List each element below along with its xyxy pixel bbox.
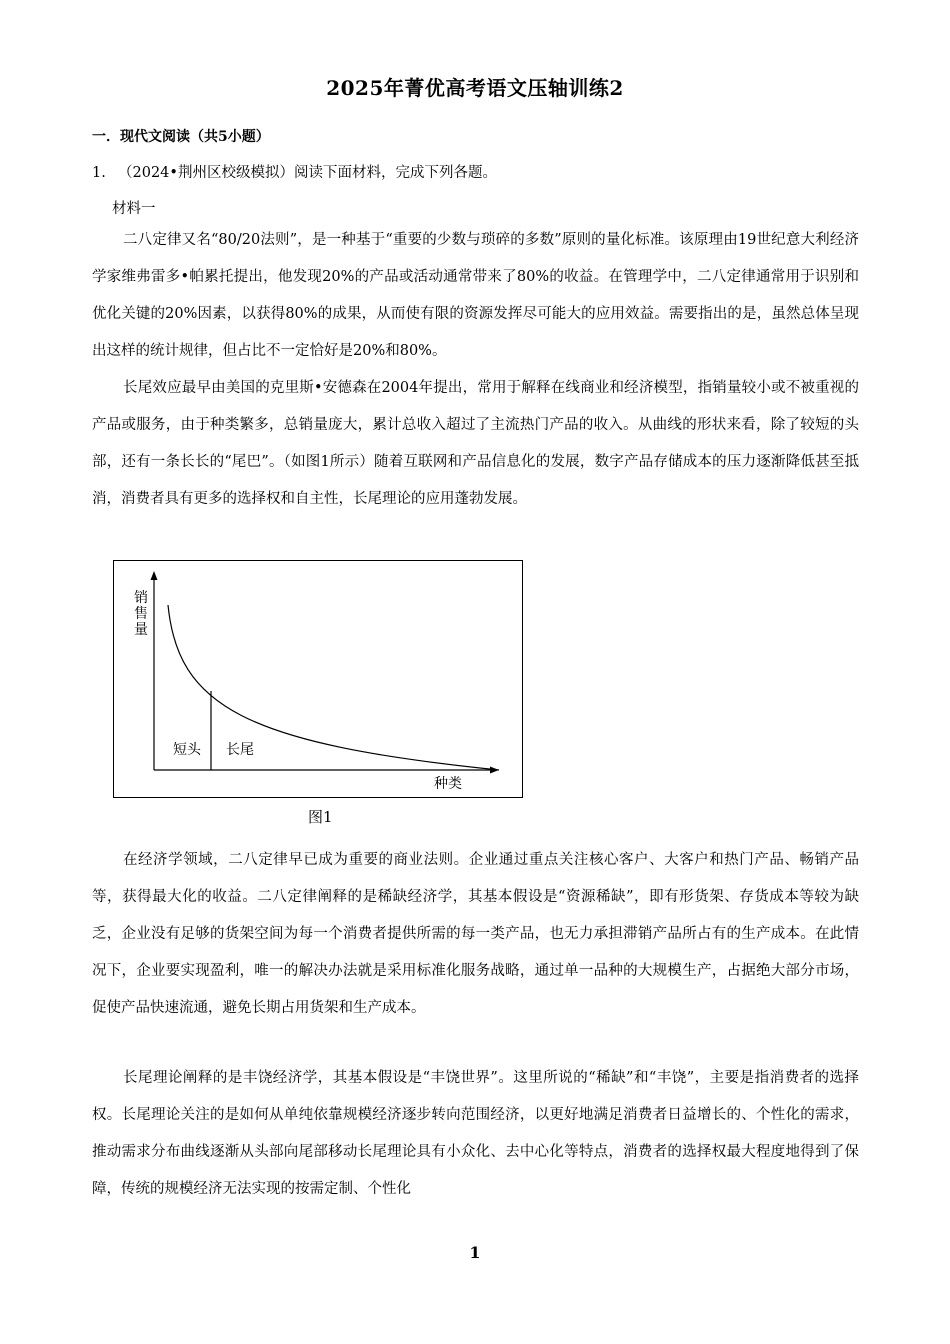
x-axis-label: 种类 [434,776,462,792]
y-axis-arrow [151,571,158,580]
long-tail-curve [168,605,499,770]
material-label: 材料一 [112,201,156,217]
long-tail-figure [113,560,523,798]
question-text: （2024•荆州区校级模拟）阅读下面材料，完成下列各题。 [118,165,497,181]
question-number: 1. [92,165,106,181]
paragraph: 长尾效应最早由美国的克里斯•安德森在2004年提出，常用于解释在线商业和经济模型，指销量较小或不被重视的产品或服务，由于种类繁多，总销量庞大，累计总收入超过了主流热门产品的收入。从曲线的形状来看，除了较短的头部，还有一条长长的“尾巴”。（如图1所示）随着互联网和产品信息化的发展，数字产品存储成本的压力逐渐降低甚至抵消，消费者具有更多的选择权和自主性，长尾理论的应用蓬勃发展。 [92,380,859,507]
y-axis-label-char: 量 [134,622,148,638]
page-number: 1 [469,1243,481,1262]
paragraph: 在经济学领域，二八定律早已成为重要的商业法则。企业通过重点关注核心客户、大客户和热门产品、畅销产品等，获得最大化的收益。二八定律阐释的是稀缺经济学，其基本假设是“资源稀缺”，即有形货架、存货成本等较为缺乏，企业没有足够的货架空间为每一个消费者提供所需的每一类产品，也无力承担滞销产品所占有的生产成本。在此情况下，企业要实现盈利，唯一的解决办法就是采用标准化服务战略，通过单一品种的大规模生产，占据绝大部分市场，促使产品快速流通，避免长期占用货架和生产成本。 [92,852,859,1016]
page-title: 2025年菁优高考语文压轴训练2 [326,76,624,100]
question-intro [92,161,497,182]
figure-caption: 图1 [308,808,333,826]
y-axis-label-char: 售 [134,606,148,622]
y-axis-label-char: 销 [134,590,148,606]
head-label: 短头 [173,742,201,758]
paragraph: 长尾理论阐释的是丰饶经济学，其基本假设是“丰饶世界”。这里所说的“稀缺”和“丰饶”，主要是指消费者的选择权。长尾理论关注的是如何从单纯依靠规模经济逐步转向范围经济，以更好地满足消费者日益增长的、个性化的需求，推动需求分布曲线逐渐从头部向尾部移动长尾理论具有小众化、去中心化等特点，消费者的选择权最大程度地得到了保障，传统的规模经济无法实现的按需定制、个性化 [92,1070,859,1197]
section-heading: 一．现代文阅读（共5小题） [92,129,270,145]
tail-label: 长尾 [226,742,254,758]
paragraph: 二八定律又名“80/20法则”，是一种基于“重要的少数与琐碎的多数”原则的量化标准。该原理由19世纪意大利经济学家维弗雷多•帕累托提出，他发现20%的产品或活动通常带来了80%的收益。在管理学中，二八定律通常用于识别和优化关键的20%因素，以获得80%的成果，从而使有限的资源发挥尽可能大的应用效益。需要指出的是，虽然总体呈现出这样的统计规律，但占比不一定恰好是20%和80%。 [92,232,859,359]
